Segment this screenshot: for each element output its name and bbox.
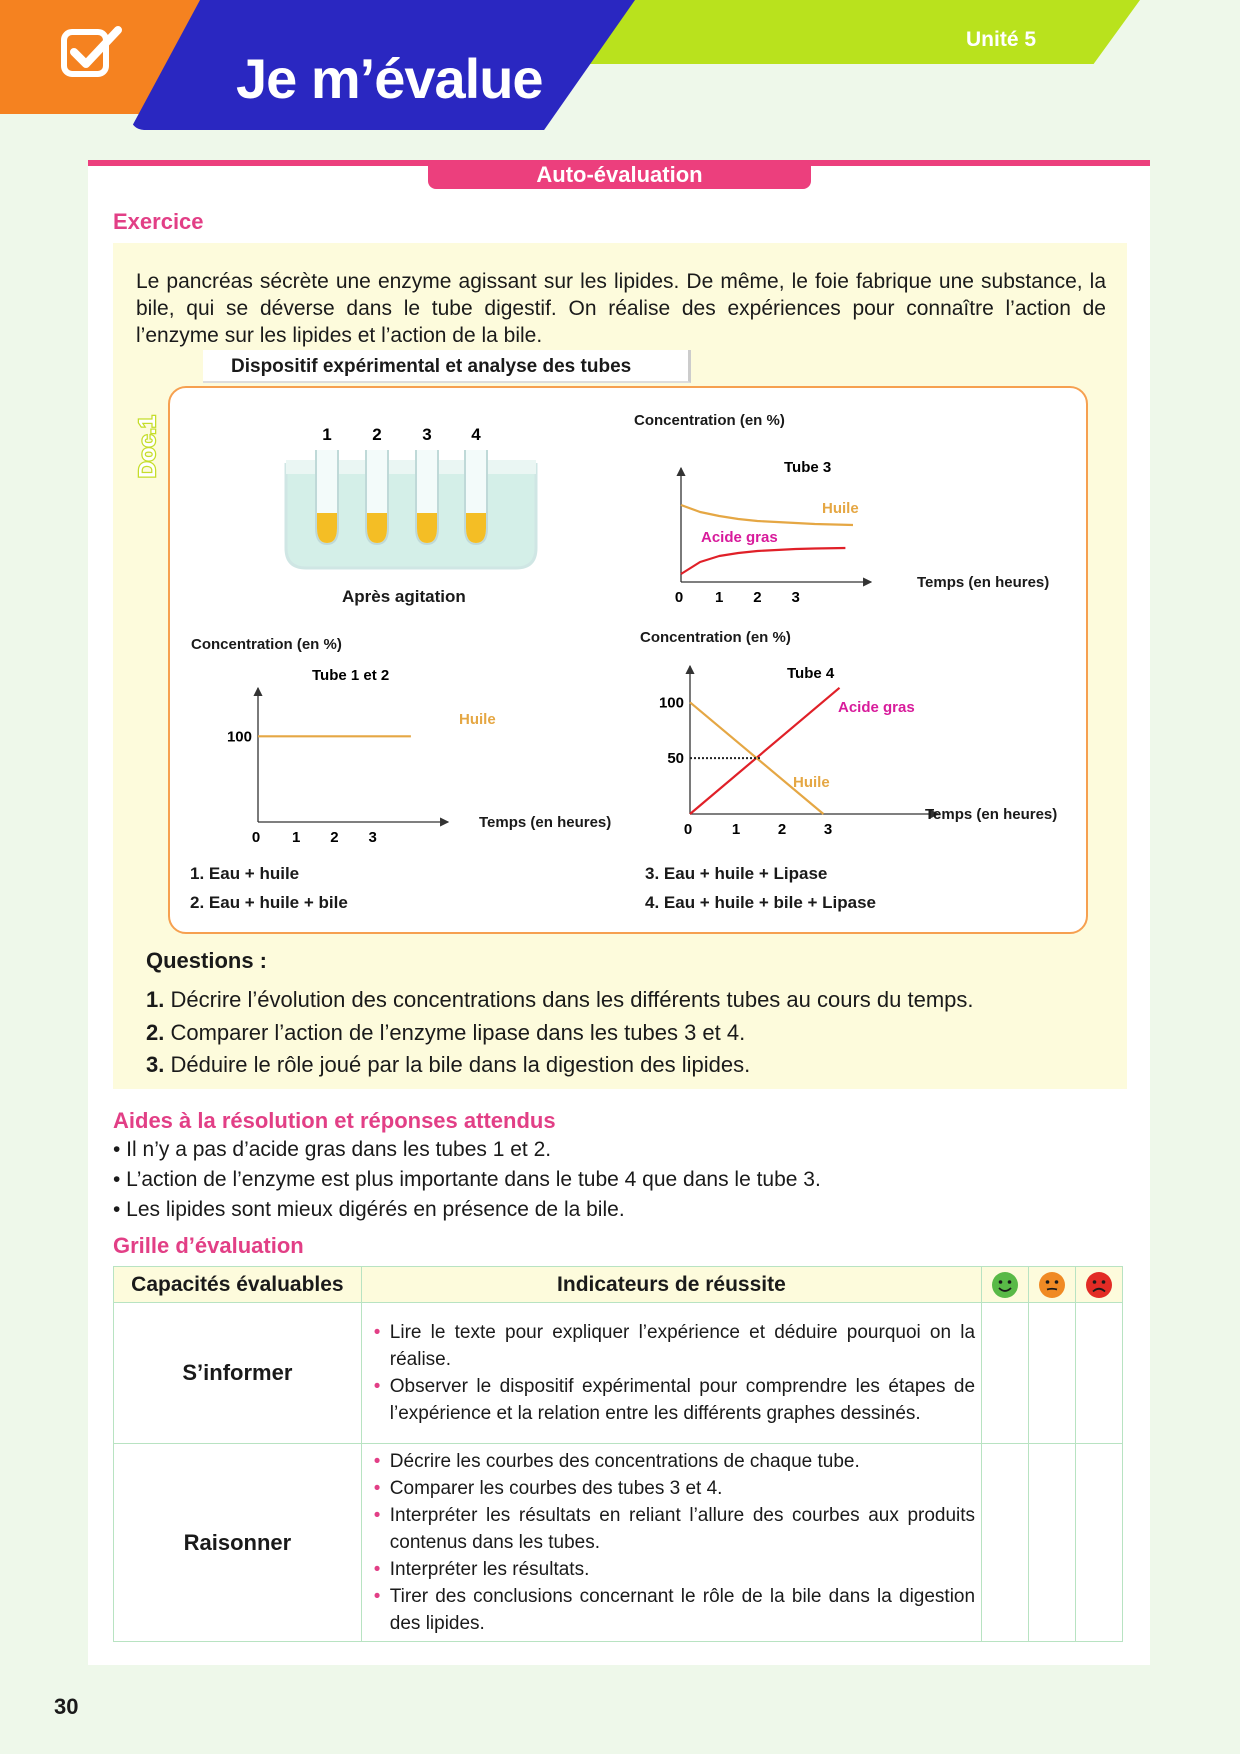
aide-1: • Il n’y a pas d’acide gras dans les tubes 1 et 2. <box>113 1138 552 1161</box>
doc-badge-label: Doc.1 <box>134 415 160 478</box>
indicateur-item: • Observer le dispositif expérimental pour comprendre les étapes de l’expérience et la relation entre les différents graphes dessinés. <box>374 1373 975 1427</box>
document-title: Dispositif expérimental et analyse des tubes <box>203 350 691 383</box>
smiley-happy-icon <box>991 1271 1019 1299</box>
indicateur-item: • Décrire les courbes des concentrations de chaque tube. <box>374 1448 975 1475</box>
y-tick-label: 50 <box>667 750 684 768</box>
tube-oil <box>317 513 337 543</box>
question-2: 2. Comparer l’action de l’enzyme lipase dans les tubes 3 et 4. <box>146 1020 746 1045</box>
grid-row-sinformer <box>114 1303 1123 1444</box>
chart3-xlabel: Temps (en heures) <box>917 574 1050 591</box>
indicateur-item: • Comparer les courbes des tubes 3 et 4. <box>374 1475 975 1502</box>
indicateur-item: • Lire le texte pour expliquer l’expérience et déduire pourquoi on la réalise. <box>374 1319 975 1373</box>
tube-oil <box>466 513 486 543</box>
x-tick-label: 2 <box>777 821 787 838</box>
indicateur-item: • Interpréter les résultats en reliant l’allure des courbes aux produits contenus dans les tubes. <box>374 1502 975 1556</box>
x-tick-label: 2 <box>330 829 339 846</box>
page-number: 30 <box>54 1694 79 1719</box>
grid-row-raisonner <box>114 1444 1123 1642</box>
series-label: Huile <box>459 711 496 728</box>
indicateur-item: • Interpréter les résultats. <box>374 1556 975 1583</box>
questions-heading: Questions : <box>146 948 268 973</box>
page-title: Je m’évalue <box>236 47 543 110</box>
eval-cell[interactable] <box>982 1444 1029 1642</box>
exercise-intro: Le pancréas sécrète une enzyme agissant sur les lipides. De même, le foie fabrique une substance, la bile, qui se déverse dans le tube digestif. On réalise des expériences pour connaître l’action de l’enzyme sur les lipides et l’action de la bile. <box>136 270 1106 347</box>
chart-title: Tube 4 <box>787 665 835 682</box>
capacite-cell: Raisonner <box>114 1444 362 1642</box>
y-tick-label: 100 <box>658 694 684 712</box>
header-green-block <box>560 0 1140 64</box>
exercise-title: Exercice <box>113 209 204 234</box>
x-tick-label: 2 <box>753 589 762 606</box>
indicateurs-cell <box>361 1444 981 1642</box>
tube-legend-2: 2. Eau + huile + bile <box>190 893 348 912</box>
col-indicateurs: Indicateurs de réussite <box>361 1267 981 1303</box>
grid-header-row <box>114 1267 1123 1303</box>
col-smiley-happy <box>982 1267 1029 1303</box>
x-tick-label: 1 <box>292 829 301 846</box>
tube-number: 1 <box>322 425 332 444</box>
chart-tube3 <box>660 440 920 610</box>
smiley-neutral-icon <box>1038 1271 1066 1299</box>
beaker-illustration <box>280 420 540 575</box>
grid-title: Grille d’évaluation <box>113 1233 304 1258</box>
series-line <box>690 688 840 814</box>
series-label: Huile <box>793 774 830 791</box>
x-tick-label: 3 <box>368 829 377 846</box>
x-tick-label: 1 <box>715 589 724 606</box>
tube-legend-4: 4. Eau + huile + bile + Lipase <box>645 893 877 912</box>
chart4-xlabel: Temps (en heures) <box>925 806 1058 823</box>
chart-title: Tube 1 et 2 <box>312 667 390 684</box>
chart12-xlabel: Temps (en heures) <box>479 814 612 831</box>
question-1: 1. Décrire l’évolution des concentrations dans les différents tubes au cours du temps. <box>146 987 974 1012</box>
section-banner: Auto-évaluation <box>428 162 811 189</box>
checkbox-icon <box>60 24 124 80</box>
series-label: Huile <box>822 500 859 517</box>
x-tick-label: 0 <box>251 829 261 846</box>
tube-oil <box>417 513 437 543</box>
chart-tube12 <box>210 660 496 846</box>
eval-cell[interactable] <box>1076 1303 1123 1444</box>
chart3-ylabel: Concentration (en %) <box>634 412 785 429</box>
col-smiley-sad <box>1076 1267 1123 1303</box>
chart-title: Tube 3 <box>784 459 832 476</box>
tube-number: 4 <box>471 425 481 444</box>
x-tick-label: 3 <box>823 821 833 838</box>
eval-cell[interactable] <box>1076 1444 1123 1642</box>
chart4-ylabel: Concentration (en %) <box>640 629 791 646</box>
indicateurs-cell <box>361 1303 981 1444</box>
eval-cell[interactable] <box>982 1303 1029 1444</box>
tube-legend-1: 1. Eau + huile <box>190 864 300 883</box>
tube-oil <box>367 513 387 543</box>
eval-cell[interactable] <box>1029 1444 1076 1642</box>
series-line <box>681 548 845 574</box>
chart12-ylabel: Concentration (en %) <box>191 636 342 653</box>
aide-2: • L’action de l’enzyme est plus importante dans le tube 4 que dans le tube 3. <box>113 1168 821 1191</box>
tube-number: 2 <box>372 425 382 444</box>
eval-cell[interactable] <box>1029 1303 1076 1444</box>
x-tick-label: 0 <box>683 821 693 838</box>
smiley-sad-icon <box>1085 1271 1113 1299</box>
tube-legend-3: 3. Eau + huile + Lipase <box>645 864 828 883</box>
aides-title: Aides à la résolution et réponses attendus <box>113 1108 556 1133</box>
tube-number: 3 <box>422 425 432 444</box>
doc-badge <box>128 404 162 480</box>
col-smiley-neutral <box>1029 1267 1076 1303</box>
unit-label: Unité 5 <box>966 28 1037 51</box>
evaluation-grid <box>113 1266 1123 1642</box>
indicateur-item: • Tirer des conclusions concernant le rôle de la bile dans la digestion des lipides. <box>374 1583 975 1637</box>
question-3: 3. Déduire le rôle joué par la bile dans la digestion des lipides. <box>146 1052 751 1077</box>
x-tick-label: 1 <box>731 821 741 838</box>
capacite-cell: S’informer <box>114 1303 362 1444</box>
y-tick-label: 100 <box>226 728 252 746</box>
series-label: Acide gras <box>701 529 778 546</box>
col-capacites: Capacités évaluables <box>114 1267 362 1303</box>
beaker-caption: Après agitation <box>342 587 466 606</box>
x-tick-label: 0 <box>674 589 684 606</box>
x-tick-label: 3 <box>791 589 800 606</box>
aide-3: • Les lipides sont mieux digérés en présence de la bile. <box>113 1198 625 1221</box>
series-label: Acide gras <box>838 699 915 716</box>
chart-tube4 <box>640 652 920 842</box>
